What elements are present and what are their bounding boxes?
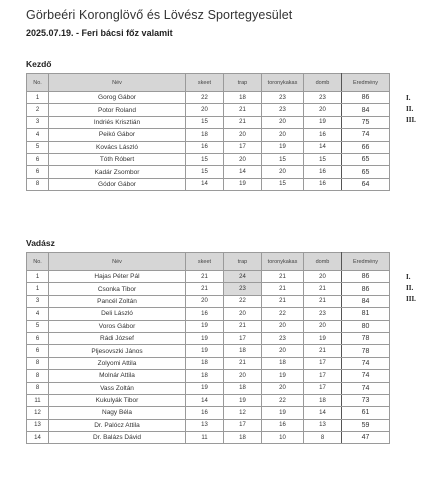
cell-name: Gódor Gábor [49, 178, 186, 190]
cell-trap: 20 [224, 129, 262, 141]
cell-trap: 22 [224, 295, 262, 307]
cell-result: 78 [342, 345, 390, 357]
cell-domb: 20 [304, 320, 342, 332]
cell-name: Pljesovszki János [49, 345, 186, 357]
column-header-name: Név [49, 253, 186, 271]
cell-domb: 20 [304, 271, 342, 283]
cell-skeet: 13 [186, 419, 224, 431]
cell-trap: 20 [224, 153, 262, 165]
cell-toronykakas: 22 [262, 308, 304, 320]
cell-skeet: 21 [186, 271, 224, 283]
cell-toronykakas: 16 [262, 419, 304, 431]
table-row [27, 394, 390, 406]
cell-toronykakas: 19 [262, 370, 304, 382]
cell-no: 5 [27, 320, 49, 332]
cell-toronykakas: 21 [262, 283, 304, 295]
cell-result: 84 [342, 104, 390, 116]
cell-domb: 20 [304, 104, 342, 116]
cell-trap: 18 [224, 382, 262, 394]
section-title-kezdo: Kezdő [26, 59, 52, 69]
table-row [27, 141, 390, 153]
cell-name: Tóth Róbert [49, 153, 186, 165]
cell-domb: 23 [304, 92, 342, 104]
cell-no: 8 [27, 382, 49, 394]
cell-trap: 21 [224, 357, 262, 369]
cell-name: Voros Gábor [49, 320, 186, 332]
table-row [27, 178, 390, 190]
table-row [27, 419, 390, 431]
cell-no: 6 [27, 345, 49, 357]
cell-domb: 14 [304, 407, 342, 419]
cell-trap: 17 [224, 332, 262, 344]
club-title: Görbeéri Koronglövő és Lövész Sportegyesület [26, 8, 293, 22]
cell-name: Zolyomi Attila [49, 357, 186, 369]
table-row [27, 407, 390, 419]
cell-domb: 19 [304, 116, 342, 128]
table-row [27, 271, 390, 283]
cell-skeet: 19 [186, 332, 224, 344]
cell-trap: 18 [224, 345, 262, 357]
cell-name: Csonka Tibor [49, 283, 186, 295]
cell-result: 78 [342, 332, 390, 344]
cell-name: Kukulyák Tibor [49, 394, 186, 406]
cell-result: 75 [342, 116, 390, 128]
cell-trap: 21 [224, 320, 262, 332]
cell-name: Rádi József [49, 332, 186, 344]
cell-name: Vass Zoltán [49, 382, 186, 394]
cell-trap: 18 [224, 432, 262, 444]
cell-no: 3 [27, 295, 49, 307]
cell-result: 65 [342, 153, 390, 165]
cell-skeet: 19 [186, 320, 224, 332]
cell-skeet: 16 [186, 141, 224, 153]
column-header-result: Eredmény [342, 253, 390, 271]
cell-domb: 21 [304, 345, 342, 357]
table-row [27, 166, 390, 178]
cell-toronykakas: 21 [262, 271, 304, 283]
cell-trap: 21 [224, 104, 262, 116]
cell-skeet: 15 [186, 166, 224, 178]
column-header-domb: domb [304, 74, 342, 92]
cell-toronykakas: 20 [262, 166, 304, 178]
cell-result: 64 [342, 178, 390, 190]
table-row [27, 320, 390, 332]
column-header-trap: trap [224, 253, 262, 271]
placement-label: II. [406, 104, 414, 113]
cell-no: 6 [27, 332, 49, 344]
cell-no: 4 [27, 129, 49, 141]
cell-domb: 15 [304, 153, 342, 165]
cell-toronykakas: 19 [262, 141, 304, 153]
cell-no: 3 [27, 116, 49, 128]
cell-toronykakas: 20 [262, 345, 304, 357]
cell-no: 12 [27, 407, 49, 419]
cell-domb: 14 [304, 141, 342, 153]
cell-domb: 17 [304, 382, 342, 394]
cell-result: 74 [342, 382, 390, 394]
cell-no: 4 [27, 308, 49, 320]
placement-label: III. [406, 295, 416, 304]
cell-toronykakas: 22 [262, 394, 304, 406]
cell-no: 1 [27, 92, 49, 104]
column-header-toronykakas: toronykakas [262, 253, 304, 271]
cell-result: 86 [342, 92, 390, 104]
table-row [27, 432, 390, 444]
cell-domb: 19 [304, 332, 342, 344]
table-row [27, 308, 390, 320]
cell-name: Dr. Palócz Attila [49, 419, 186, 431]
cell-domb: 16 [304, 178, 342, 190]
cell-toronykakas: 20 [262, 320, 304, 332]
cell-toronykakas: 23 [262, 332, 304, 344]
cell-name: Molnár Attila [49, 370, 186, 382]
cell-no: 8 [27, 357, 49, 369]
cell-result: 73 [342, 394, 390, 406]
cell-no: 1 [27, 283, 49, 295]
table-row [27, 92, 390, 104]
cell-skeet: 20 [186, 104, 224, 116]
cell-domb: 21 [304, 283, 342, 295]
cell-domb: 16 [304, 166, 342, 178]
column-header-trap: trap [224, 74, 262, 92]
cell-toronykakas: 23 [262, 104, 304, 116]
cell-skeet: 22 [186, 92, 224, 104]
cell-trap: 12 [224, 407, 262, 419]
cell-no: 2 [27, 104, 49, 116]
cell-skeet: 19 [186, 382, 224, 394]
cell-name: Kovács László [49, 141, 186, 153]
table-row [27, 382, 390, 394]
table-row [27, 129, 390, 141]
cell-toronykakas: 20 [262, 116, 304, 128]
placement-label: III. [406, 116, 416, 125]
placement-label: II. [406, 283, 414, 292]
results-table-kezdo [26, 73, 390, 191]
cell-trap: 21 [224, 116, 262, 128]
cell-result: 59 [342, 419, 390, 431]
cell-skeet: 18 [186, 129, 224, 141]
cell-result: 61 [342, 407, 390, 419]
cell-no: 8 [27, 370, 49, 382]
cell-domb: 16 [304, 129, 342, 141]
cell-name: Dr. Balázs Dávid [49, 432, 186, 444]
cell-skeet: 14 [186, 178, 224, 190]
cell-result: 47 [342, 432, 390, 444]
cell-toronykakas: 15 [262, 153, 304, 165]
cell-trap: 24 [224, 271, 262, 283]
cell-no: 5 [27, 141, 49, 153]
cell-skeet: 11 [186, 432, 224, 444]
cell-skeet: 19 [186, 345, 224, 357]
table-row [27, 332, 390, 344]
cell-domb: 17 [304, 370, 342, 382]
cell-no: 6 [27, 166, 49, 178]
results-table-vadasz [26, 252, 390, 444]
cell-toronykakas: 20 [262, 382, 304, 394]
table-row [27, 345, 390, 357]
cell-no: 13 [27, 419, 49, 431]
cell-skeet: 18 [186, 357, 224, 369]
cell-no: 14 [27, 432, 49, 444]
cell-result: 65 [342, 166, 390, 178]
cell-result: 74 [342, 357, 390, 369]
cell-domb: 17 [304, 357, 342, 369]
column-header-skeet: skeet [186, 74, 224, 92]
cell-trap: 17 [224, 419, 262, 431]
cell-trap: 19 [224, 178, 262, 190]
cell-trap: 18 [224, 92, 262, 104]
cell-name: Pancél Zoltán [49, 295, 186, 307]
cell-result: 86 [342, 283, 390, 295]
cell-domb: 21 [304, 295, 342, 307]
cell-skeet: 15 [186, 116, 224, 128]
cell-result: 81 [342, 308, 390, 320]
column-header-no: No. [27, 253, 49, 271]
cell-toronykakas: 21 [262, 295, 304, 307]
placement-label: I. [406, 272, 411, 281]
column-header-no: No. [27, 74, 49, 92]
cell-toronykakas: 23 [262, 92, 304, 104]
cell-skeet: 21 [186, 283, 224, 295]
cell-trap: 23 [224, 283, 262, 295]
cell-name: Peikó Gábor [49, 129, 186, 141]
cell-result: 80 [342, 320, 390, 332]
cell-no: 1 [27, 271, 49, 283]
cell-trap: 20 [224, 308, 262, 320]
cell-skeet: 16 [186, 407, 224, 419]
table-row [27, 116, 390, 128]
cell-name: Nagy Béla [49, 407, 186, 419]
cell-trap: 20 [224, 370, 262, 382]
cell-name: Indriés Krisztián [49, 116, 186, 128]
cell-skeet: 14 [186, 394, 224, 406]
cell-toronykakas: 15 [262, 178, 304, 190]
cell-result: 84 [342, 295, 390, 307]
cell-domb: 8 [304, 432, 342, 444]
cell-skeet: 15 [186, 153, 224, 165]
cell-toronykakas: 19 [262, 407, 304, 419]
table-row [27, 283, 390, 295]
cell-result: 74 [342, 370, 390, 382]
cell-no: 11 [27, 394, 49, 406]
cell-domb: 23 [304, 308, 342, 320]
cell-name: Gorog Gábor [49, 92, 186, 104]
cell-result: 66 [342, 141, 390, 153]
event-subtitle: 2025.07.19. - Feri bácsi főz valamit [26, 28, 173, 38]
placement-label: I. [406, 93, 411, 102]
column-header-toronykakas: toronykakas [262, 74, 304, 92]
cell-name: Hajas Péter Pál [49, 271, 186, 283]
column-header-domb: domb [304, 253, 342, 271]
cell-toronykakas: 18 [262, 357, 304, 369]
cell-trap: 14 [224, 166, 262, 178]
cell-domb: 18 [304, 394, 342, 406]
cell-no: 8 [27, 178, 49, 190]
cell-domb: 13 [304, 419, 342, 431]
cell-skeet: 18 [186, 370, 224, 382]
table-row [27, 153, 390, 165]
cell-toronykakas: 20 [262, 129, 304, 141]
cell-name: Deli László [49, 308, 186, 320]
table-row [27, 370, 390, 382]
table-row [27, 104, 390, 116]
cell-skeet: 16 [186, 308, 224, 320]
cell-name: Kadár Zsombor [49, 166, 186, 178]
column-header-name: Név [49, 74, 186, 92]
section-title-vadasz: Vadász [26, 238, 55, 248]
cell-result: 86 [342, 271, 390, 283]
table-header-row [27, 253, 390, 271]
cell-trap: 17 [224, 141, 262, 153]
table-row [27, 357, 390, 369]
column-header-skeet: skeet [186, 253, 224, 271]
column-header-result: Eredmény [342, 74, 390, 92]
cell-toronykakas: 10 [262, 432, 304, 444]
table-header-row [27, 74, 390, 92]
cell-no: 6 [27, 153, 49, 165]
cell-result: 74 [342, 129, 390, 141]
cell-skeet: 20 [186, 295, 224, 307]
cell-name: Potor Roland [49, 104, 186, 116]
cell-trap: 19 [224, 394, 262, 406]
table-row [27, 295, 390, 307]
